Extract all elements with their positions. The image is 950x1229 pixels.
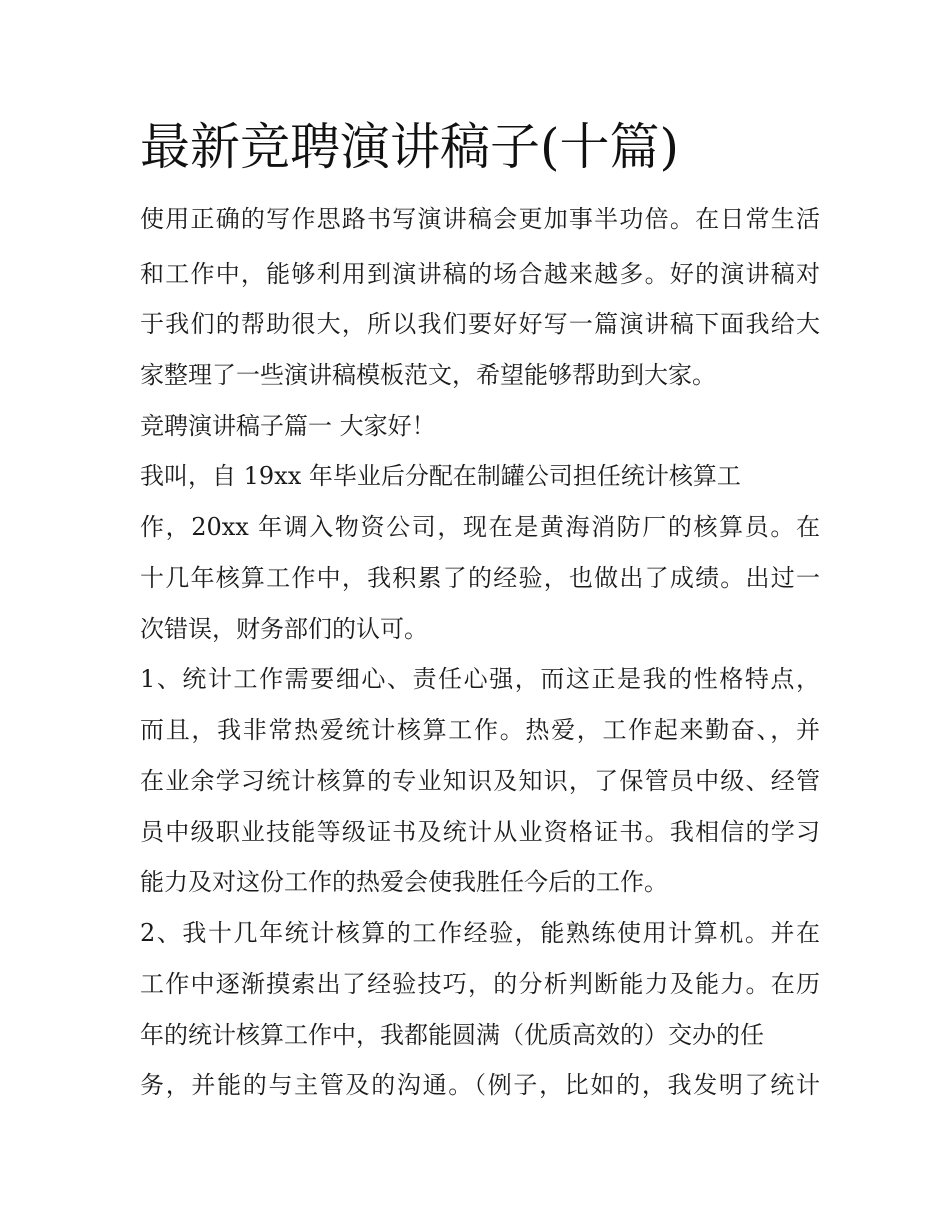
document-title: 最新竞聘演讲稿子(十篇) <box>140 118 680 176</box>
list-item-1: 1、统计工作需要细心、责任心强，而这正是我的性格特点， <box>140 665 820 693</box>
body-line: 十几年核算工作中，我积累了的经验，也做出了成绩。出过一 <box>140 564 820 592</box>
body-line: 家整理了一些演讲稿模板范文，希望能够帮助到大家。 <box>140 361 716 389</box>
body-line: 而且，我非常热爱统计核算工作。热爱，工作起来勤奋、，并 <box>140 716 820 744</box>
body-line: 和工作中，能够利用到演讲稿的场合越来越多。好的演讲稿对 <box>140 260 820 288</box>
body-line: 我叫，自 19xx 年毕业后分配在制罐公司担任统计核算工 <box>140 462 741 490</box>
body-line: 次错误，财务部们的认可。 <box>140 615 428 643</box>
body-line: 工作中逐渐摸索出了经验技巧，的分析判断能力及能力。在历 <box>140 970 820 998</box>
body-line: 使用正确的写作思路书写演讲稿会更加事半功倍。在日常生活 <box>140 205 820 233</box>
section-heading: 竞聘演讲稿子篇一 大家好！ <box>140 412 436 440</box>
body-line: 能力及对这份工作的热爱会使我胜任今后的工作。 <box>140 868 668 896</box>
body-line: 员中级职业技能等级证书及统计从业资格证书。我相信的学习 <box>140 818 820 846</box>
body-line: 在业余学习统计核算的专业知识及知识，了保管员中级、经管 <box>140 767 820 795</box>
body-line: 于我们的帮助很大，所以我们要好好写一篇演讲稿下面我给大 <box>140 310 820 338</box>
body-line: 作，20xx 年调入物资公司，现在是黄海消防厂的核算员。在 <box>140 513 820 541</box>
body-line: 年的统计核算工作中，我都能圆满（优质高效的）交办的任 <box>140 1021 764 1049</box>
body-line: 务，并能的与主管及的沟通。（例子，比如的，我发明了统计 <box>140 1071 820 1099</box>
list-item-2: 2、我十几年统计核算的工作经验，能熟练使用计算机。并在 <box>140 919 820 947</box>
